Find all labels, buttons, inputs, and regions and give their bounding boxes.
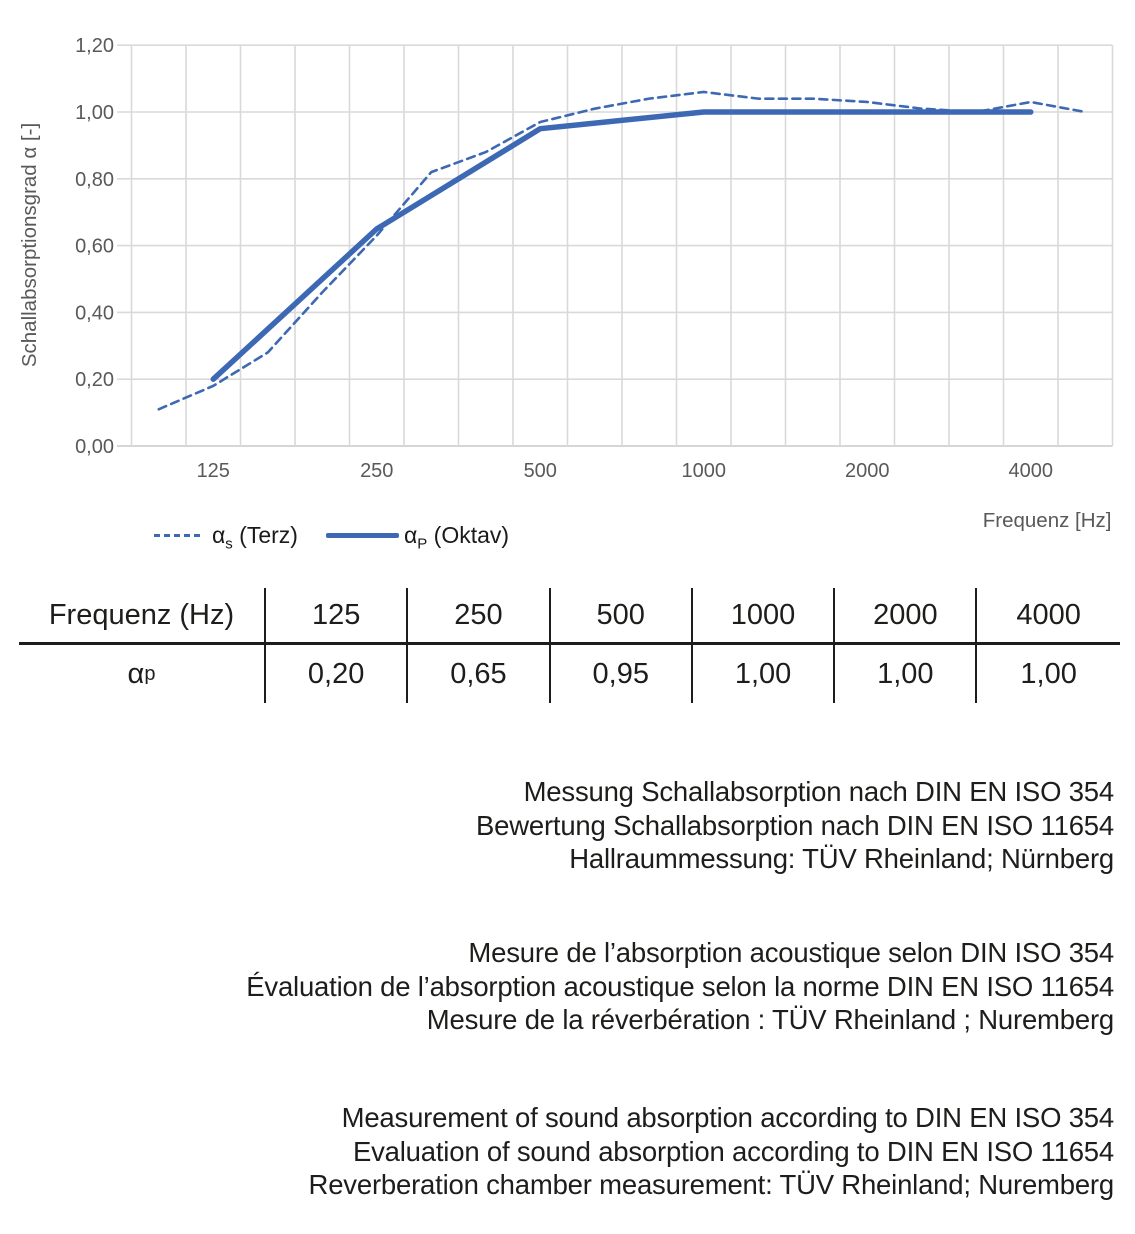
y-tick-label: 0,60	[75, 235, 114, 258]
note-line: Mesure de l’absorption acoustique selon DIN ISO 354	[468, 937, 1114, 968]
legend-label-alpha-s: $\alpha_s$ (Terz)	[212, 521, 298, 553]
note-line: Measurement of sound absorption according to DIN EN ISO 354	[341, 1102, 1114, 1133]
legend-solid-line-sample	[326, 533, 399, 538]
x-tick-label: 250	[360, 460, 394, 482]
table-header-cell: 125	[266, 588, 408, 645]
table-value-cell: 1,00	[693, 645, 835, 703]
note-french	[246, 936, 1114, 1037]
note-line: Evaluation of sound absorption according to DIN EN ISO 11654	[352, 1135, 1114, 1167]
note-line: Messung Schallabsorption nach DIN EN ISO 354	[523, 776, 1114, 807]
table-header-cell: 4000	[977, 588, 1119, 645]
y-tick-label: 0,80	[75, 168, 114, 191]
table-header-cell: 2000	[835, 588, 977, 645]
note-line: Hallraummessung: TÜV Rheinland; Nürnberg	[569, 843, 1114, 874]
note-english	[309, 1101, 1114, 1202]
legend-item-alpha-p	[326, 521, 510, 553]
x-tick-label: 1000	[681, 460, 726, 482]
absorption-chart	[0, 0, 1135, 585]
table-value-cell: 1,00	[835, 645, 977, 703]
y-tick-label: 0,00	[75, 436, 114, 458]
note-line: Reverberation chamber measurement: TÜV Rheinland; Nuremberg	[308, 1169, 1114, 1200]
table-header-cell: 250	[408, 588, 550, 645]
x-tick-label: 4000	[1008, 460, 1053, 482]
x-tick-label: 500	[523, 460, 557, 482]
y-tick-label: 1,00	[75, 102, 114, 124]
note-line: Mesure de la réverbération : TÜV Rheinland ; Nuremberg	[426, 1004, 1114, 1035]
note-line: Évaluation de l’absorption acoustique selon la norme DIN EN ISO 11654	[246, 970, 1114, 1002]
x-tick-label: 125	[196, 460, 230, 482]
x-tick-label: 2000	[845, 460, 890, 482]
chart-legend	[154, 519, 509, 551]
y-axis-title: Schallabsorptionsgrad α [-]	[18, 122, 41, 368]
table-value-cell: 1,00	[1020, 657, 1077, 690]
chart-plot-area	[0, 0, 1135, 585]
absorption-table	[19, 588, 1120, 703]
table-value-cell: 0,20	[266, 645, 408, 703]
note-line: Bewertung Schallabsorption nach DIN EN ISO 11654	[475, 809, 1114, 841]
note-german	[476, 775, 1114, 876]
x-axis-title: Frequenz [Hz]	[982, 509, 1112, 532]
y-tick-label: 0,20	[75, 369, 114, 392]
y-tick-label: 1,20	[75, 35, 114, 58]
y-tick-label: 0,40	[75, 302, 114, 325]
legend-dashed-line-sample	[154, 534, 204, 537]
table-header-cell: 500	[551, 588, 693, 645]
table-header-cell: 1000	[693, 588, 835, 645]
legend-item-alpha-s	[154, 521, 298, 553]
table-value-cell: 0,65	[408, 645, 550, 703]
table-value-cell: 0,95	[551, 645, 693, 703]
legend-label-alpha-p: $\alpha_P$ (Oktav)	[403, 521, 510, 553]
table-header-label: Frequenz (Hz)	[19, 588, 266, 645]
table-row-label-alpha-p: α p	[19, 645, 266, 703]
